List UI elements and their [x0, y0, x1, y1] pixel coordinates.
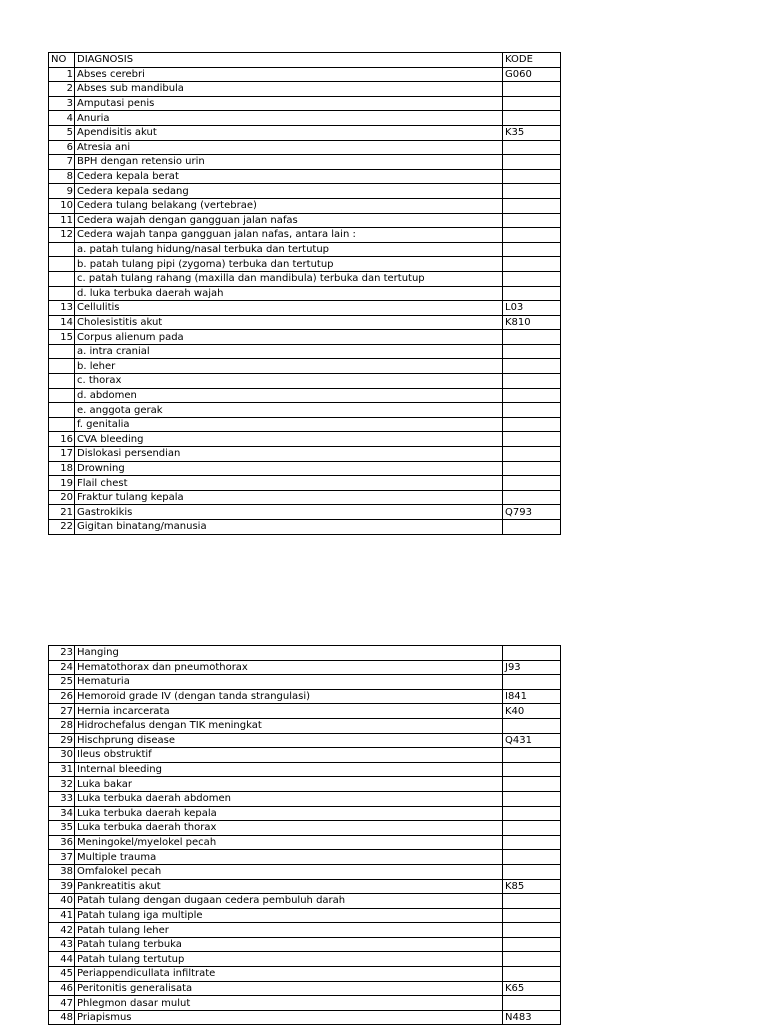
no-cell: 45: [49, 967, 75, 982]
table-header-row: [49, 53, 561, 68]
no-cell: 32: [49, 777, 75, 792]
kode-cell: Q431: [503, 733, 561, 748]
kode-cell: [503, 476, 561, 491]
kode-cell: [503, 403, 561, 418]
no-cell: [49, 257, 75, 272]
table-row: [49, 791, 561, 806]
no-cell: 29: [49, 733, 75, 748]
diagnosis-cell: Abses cerebri: [75, 67, 503, 82]
diagnosis-cell: Hischprung disease: [75, 733, 503, 748]
diagnosis-cell: e. anggota gerak: [75, 403, 503, 418]
no-cell: 46: [49, 981, 75, 996]
table-row: [49, 675, 561, 690]
table-row: [49, 242, 561, 257]
no-cell: 5: [49, 125, 75, 140]
table-row: [49, 908, 561, 923]
no-cell: 1: [49, 67, 75, 82]
diagnosis-cell: Peritonitis generalisata: [75, 981, 503, 996]
no-cell: 19: [49, 476, 75, 491]
diagnosis-cell: a. intra cranial: [75, 344, 503, 359]
table-row: [49, 169, 561, 184]
kode-cell: Q793: [503, 505, 561, 520]
kode-cell: [503, 762, 561, 777]
diagnosis-cell: Hanging: [75, 646, 503, 661]
diagnosis-cell: d. abdomen: [75, 388, 503, 403]
kode-cell: [503, 213, 561, 228]
no-cell: 25: [49, 675, 75, 690]
kode-cell: [503, 330, 561, 345]
no-cell: 48: [49, 1010, 75, 1025]
no-cell: 40: [49, 894, 75, 909]
no-cell: 24: [49, 660, 75, 675]
header-kode: KODE: [503, 53, 561, 68]
kode-cell: [503, 520, 561, 535]
table-row: [49, 125, 561, 140]
kode-cell: [503, 271, 561, 286]
diagnosis-cell: Flail chest: [75, 476, 503, 491]
kode-cell: [503, 286, 561, 301]
table-row: [49, 184, 561, 199]
diagnosis-cell: Cedera wajah tanpa gangguan jalan nafas, antara lain :: [75, 228, 503, 243]
no-cell: 31: [49, 762, 75, 777]
kode-cell: [503, 923, 561, 938]
table-row: [49, 850, 561, 865]
kode-cell: [503, 374, 561, 389]
no-cell: 15: [49, 330, 75, 345]
kode-cell: [503, 242, 561, 257]
kode-cell: [503, 155, 561, 170]
kode-cell: [503, 718, 561, 733]
table-row: [49, 748, 561, 763]
no-cell: 18: [49, 461, 75, 476]
diagnosis-cell: b. patah tulang pipi (zygoma) terbuka dan tertutup: [75, 257, 503, 272]
no-cell: 21: [49, 505, 75, 520]
diagnosis-cell: Hernia incarcerata: [75, 704, 503, 719]
diagnosis-cell: Ileus obstruktif: [75, 748, 503, 763]
no-cell: 38: [49, 864, 75, 879]
diagnosis-cell: Multiple trauma: [75, 850, 503, 865]
diagnosis-cell: c. thorax: [75, 374, 503, 389]
diagnosis-cell: Cedera kepala sedang: [75, 184, 503, 199]
table-row: [49, 505, 561, 520]
diagnosis-cell: Hematothorax dan pneumothorax: [75, 660, 503, 675]
diagnosis-cell: Amputasi penis: [75, 96, 503, 111]
diagnosis-cell: CVA bleeding: [75, 432, 503, 447]
table-row: [49, 689, 561, 704]
diagnosis-cell: Hematuria: [75, 675, 503, 690]
diagnosis-cell: Patah tulang iga multiple: [75, 908, 503, 923]
kode-cell: [503, 937, 561, 952]
kode-cell: [503, 198, 561, 213]
diagnosis-cell: Apendisitis akut: [75, 125, 503, 140]
kode-cell: N483: [503, 1010, 561, 1025]
no-cell: 6: [49, 140, 75, 155]
kode-cell: [503, 461, 561, 476]
diagnosis-cell: Cholesistitis akut: [75, 315, 503, 330]
kode-cell: K810: [503, 315, 561, 330]
kode-cell: [503, 432, 561, 447]
diagnosis-table-2: [48, 645, 561, 1025]
no-cell: 13: [49, 301, 75, 316]
table-row: [49, 374, 561, 389]
table-row: [49, 403, 561, 418]
diagnosis-cell: Cedera tulang belakang (vertebrae): [75, 198, 503, 213]
diagnosis-cell: Omfalokel pecah: [75, 864, 503, 879]
kode-cell: [503, 894, 561, 909]
kode-cell: K85: [503, 879, 561, 894]
no-cell: 39: [49, 879, 75, 894]
diagnosis-cell: Drowning: [75, 461, 503, 476]
kode-cell: G060: [503, 67, 561, 82]
diagnosis-cell: Corpus alienum pada: [75, 330, 503, 345]
diagnosis-cell: b. leher: [75, 359, 503, 374]
table-row: [49, 777, 561, 792]
no-cell: [49, 403, 75, 418]
kode-cell: [503, 967, 561, 982]
table-row: [49, 967, 561, 982]
kode-cell: [503, 140, 561, 155]
table-row: [49, 213, 561, 228]
no-cell: 11: [49, 213, 75, 228]
table-row: [49, 67, 561, 82]
table-row: [49, 835, 561, 850]
diagnosis-cell: Cedera wajah dengan gangguan jalan nafas: [75, 213, 503, 228]
no-cell: 35: [49, 821, 75, 836]
no-cell: 23: [49, 646, 75, 661]
table-row: [49, 864, 561, 879]
table-row: [49, 461, 561, 476]
diagnosis-cell: BPH dengan retensio urin: [75, 155, 503, 170]
table-row: [49, 271, 561, 286]
table-row: [49, 198, 561, 213]
kode-cell: [503, 864, 561, 879]
no-cell: 17: [49, 447, 75, 462]
diagnosis-cell: c. patah tulang rahang (maxilla dan mandibula) terbuka dan tertutup: [75, 271, 503, 286]
table-row: [49, 879, 561, 894]
no-cell: 26: [49, 689, 75, 704]
kode-cell: [503, 359, 561, 374]
table-row: [49, 388, 561, 403]
table-row: [49, 82, 561, 97]
diagnosis-cell: a. patah tulang hidung/nasal terbuka dan tertutup: [75, 242, 503, 257]
kode-cell: [503, 908, 561, 923]
kode-cell: [503, 952, 561, 967]
table-row: [49, 894, 561, 909]
kode-cell: K65: [503, 981, 561, 996]
kode-cell: [503, 806, 561, 821]
table-row: [49, 821, 561, 836]
kode-cell: [503, 821, 561, 836]
diagnosis-cell: Luka terbuka daerah kepala: [75, 806, 503, 821]
kode-cell: [503, 169, 561, 184]
diagnosis-cell: Atresia ani: [75, 140, 503, 155]
diagnosis-table-1: [48, 52, 561, 535]
kode-cell: [503, 996, 561, 1011]
kode-cell: [503, 490, 561, 505]
no-cell: 42: [49, 923, 75, 938]
diagnosis-cell: Dislokasi persendian: [75, 447, 503, 462]
kode-cell: [503, 228, 561, 243]
kode-cell: [503, 850, 561, 865]
no-cell: 34: [49, 806, 75, 821]
table-row: [49, 981, 561, 996]
diagnosis-cell: Anuria: [75, 111, 503, 126]
no-cell: 33: [49, 791, 75, 806]
table-row: [49, 718, 561, 733]
kode-cell: [503, 417, 561, 432]
kode-cell: K40: [503, 704, 561, 719]
diagnosis-cell: Gigitan binatang/manusia: [75, 520, 503, 535]
diagnosis-cell: Phlegmon dasar mulut: [75, 996, 503, 1011]
no-cell: 30: [49, 748, 75, 763]
kode-cell: L03: [503, 301, 561, 316]
diagnosis-cell: Internal bleeding: [75, 762, 503, 777]
no-cell: [49, 374, 75, 389]
kode-cell: J93: [503, 660, 561, 675]
diagnosis-cell: Gastrokikis: [75, 505, 503, 520]
table-row: [49, 660, 561, 675]
no-cell: 22: [49, 520, 75, 535]
table-row: [49, 937, 561, 952]
diagnosis-cell: Patah tulang terbuka: [75, 937, 503, 952]
diagnosis-cell: Luka terbuka daerah abdomen: [75, 791, 503, 806]
no-cell: 43: [49, 937, 75, 952]
diagnosis-cell: Hidrochefalus dengan TIK meningkat: [75, 718, 503, 733]
diagnosis-cell: Abses sub mandibula: [75, 82, 503, 97]
kode-cell: [503, 646, 561, 661]
table-row: [49, 359, 561, 374]
table-row: [49, 806, 561, 821]
kode-cell: [503, 777, 561, 792]
kode-cell: [503, 447, 561, 462]
diagnosis-cell: Patah tulang dengan dugaan cedera pembuluh darah: [75, 894, 503, 909]
table-row: [49, 432, 561, 447]
diagnosis-cell: Cellulitis: [75, 301, 503, 316]
no-cell: [49, 271, 75, 286]
diagnosis-cell: Patah tulang leher: [75, 923, 503, 938]
no-cell: [49, 344, 75, 359]
header-no: NO: [49, 53, 75, 68]
table-row: [49, 733, 561, 748]
no-cell: 41: [49, 908, 75, 923]
diagnosis-cell: Meningokel/myelokel pecah: [75, 835, 503, 850]
no-cell: 28: [49, 718, 75, 733]
no-cell: 3: [49, 96, 75, 111]
table-row: [49, 520, 561, 535]
kode-cell: [503, 388, 561, 403]
diagnosis-cell: Periappendicullata infiltrate: [75, 967, 503, 982]
no-cell: 8: [49, 169, 75, 184]
kode-cell: [503, 344, 561, 359]
kode-cell: [503, 791, 561, 806]
header-diagnosis: DIAGNOSIS: [75, 53, 503, 68]
no-cell: 44: [49, 952, 75, 967]
no-cell: [49, 242, 75, 257]
kode-cell: K35: [503, 125, 561, 140]
no-cell: 9: [49, 184, 75, 199]
diagnosis-cell: Fraktur tulang kepala: [75, 490, 503, 505]
no-cell: [49, 388, 75, 403]
diagnosis-cell: Pankreatitis akut: [75, 879, 503, 894]
table-row: [49, 111, 561, 126]
table-row: [49, 704, 561, 719]
table-row: [49, 1010, 561, 1025]
no-cell: [49, 286, 75, 301]
table-row: [49, 344, 561, 359]
diagnosis-cell: Luka bakar: [75, 777, 503, 792]
table-row: [49, 286, 561, 301]
table-row: [49, 140, 561, 155]
kode-cell: [503, 96, 561, 111]
no-cell: [49, 417, 75, 432]
no-cell: [49, 359, 75, 374]
table-row: [49, 646, 561, 661]
table-row: [49, 155, 561, 170]
diagnosis-cell: Hemoroid grade IV (dengan tanda strangulasi): [75, 689, 503, 704]
no-cell: 27: [49, 704, 75, 719]
diagnosis-cell: Luka terbuka daerah thorax: [75, 821, 503, 836]
kode-cell: [503, 82, 561, 97]
table-row: [49, 996, 561, 1011]
kode-cell: [503, 184, 561, 199]
table-row: [49, 417, 561, 432]
table-row: [49, 257, 561, 272]
table-row: [49, 952, 561, 967]
diagnosis-cell: f. genitalia: [75, 417, 503, 432]
no-cell: 37: [49, 850, 75, 865]
kode-cell: [503, 835, 561, 850]
no-cell: 10: [49, 198, 75, 213]
no-cell: 2: [49, 82, 75, 97]
table-row: [49, 96, 561, 111]
no-cell: 12: [49, 228, 75, 243]
table-row: [49, 490, 561, 505]
kode-cell: [503, 257, 561, 272]
kode-cell: [503, 675, 561, 690]
no-cell: 7: [49, 155, 75, 170]
kode-cell: [503, 748, 561, 763]
no-cell: 47: [49, 996, 75, 1011]
diagnosis-cell: Cedera kepala berat: [75, 169, 503, 184]
no-cell: 36: [49, 835, 75, 850]
diagnosis-cell: Priapismus: [75, 1010, 503, 1025]
kode-cell: [503, 111, 561, 126]
diagnosis-cell: Patah tulang tertutup: [75, 952, 503, 967]
table-row: [49, 315, 561, 330]
table-row: [49, 301, 561, 316]
table-row: [49, 923, 561, 938]
no-cell: 16: [49, 432, 75, 447]
table-row: [49, 476, 561, 491]
table-row: [49, 447, 561, 462]
no-cell: 14: [49, 315, 75, 330]
diagnosis-cell: d. luka terbuka daerah wajah: [75, 286, 503, 301]
no-cell: 4: [49, 111, 75, 126]
kode-cell: I841: [503, 689, 561, 704]
table-row: [49, 762, 561, 777]
no-cell: 20: [49, 490, 75, 505]
table-row: [49, 228, 561, 243]
table-row: [49, 330, 561, 345]
